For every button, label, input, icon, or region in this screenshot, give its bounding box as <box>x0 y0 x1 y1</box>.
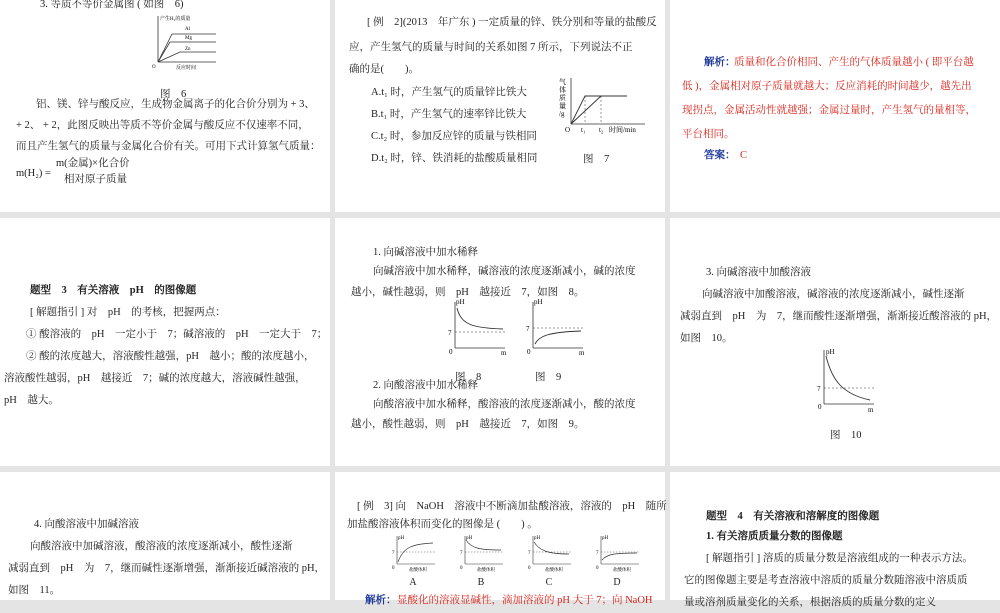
svg-text:盐酸体积: 盐酸体积 <box>613 567 631 572</box>
figure-caption: 图 10 <box>830 429 862 441</box>
slide-panel-6 <box>670 218 1000 466</box>
svg-text:0: 0 <box>528 566 531 571</box>
svg-text:t₁: t₁ <box>581 126 586 134</box>
body-line-1: [ 解题指引 ] 溶质的质量分数是溶液组成的一种表示方法。 <box>706 553 973 564</box>
section-heading: 3. 等质不等价金属图 ( 如图 6) <box>40 0 184 10</box>
svg-text:质: 质 <box>559 94 566 102</box>
svg-text:m: m <box>868 406 874 414</box>
body-line-2: 减弱直到 pH 为 7，继而碱性逐渐增强，渐渐接近碱溶液的 pH， <box>8 563 326 574</box>
svg-text:7: 7 <box>526 325 530 333</box>
svg-text:m: m <box>579 349 585 357</box>
analysis-line-1: 质量和化合价相同、产生的气体质量越小 ( 即平台越 <box>734 57 974 68</box>
svg-text:气: 气 <box>559 78 566 86</box>
body-line-2: + 2、 + 2，此图反映出等质不等价金属与酸反应不仅速率不同， <box>16 120 309 131</box>
subheading: 3. 向碱溶液中加酸溶液 <box>706 267 811 278</box>
example-line-2: 应，产生氢气的质量与时间的关系如图 7 所示，下列说法不正 <box>349 42 633 53</box>
body-line-4: 越小，酸性越弱，则 pH 越接近 7，如图 9。 <box>351 419 585 430</box>
svg-text:时间/min: 时间/min <box>609 126 636 134</box>
svg-text:pH: pH <box>456 298 465 306</box>
formula-left: m(H₂) = <box>16 168 51 179</box>
svg-text:pH: pH <box>534 298 543 306</box>
figure-8-caption: 图 8 <box>455 371 482 383</box>
figure-7 <box>557 76 647 138</box>
subheading: 1. 有关溶质质量分数的图像题 <box>706 531 843 542</box>
svg-text:0: 0 <box>527 348 531 356</box>
svg-text:pH: pH <box>602 536 609 541</box>
svg-text:量: 量 <box>559 102 566 110</box>
svg-text:7: 7 <box>392 551 395 556</box>
svg-text:7: 7 <box>460 551 463 556</box>
svg-text:盐酸体积: 盐酸体积 <box>477 567 495 572</box>
body-line-5: pH 越大。 <box>4 395 59 406</box>
svg-text:0: 0 <box>596 566 599 571</box>
svg-text:盐酸体积: 盐酸体积 <box>545 567 563 572</box>
svg-text:体: 体 <box>559 86 566 94</box>
example-line-1: [ 例 3] 向 NaOH 溶液中不断滴加盐酸溶液，溶液的 pH 随所 <box>357 501 667 512</box>
section-title: 题型 4 有关溶液和溶解度的图像题 <box>706 511 880 522</box>
slide-panel-8 <box>335 472 667 606</box>
fig6-ylabel: 产生H₂的质量 <box>160 17 191 22</box>
slide-panel-5 <box>335 218 665 466</box>
body-line-1: 铝、镁、锌与酸反应，生成物金属离子的化合价分别为 + 3、 <box>36 99 315 110</box>
svg-text:7: 7 <box>817 385 821 393</box>
fig6-zn: Zn <box>185 47 191 52</box>
body-line-3: 量或溶剂质量变化的关系，根据溶质的质量分数的定义 <box>684 597 936 608</box>
figure-9 <box>521 298 591 358</box>
slide-panel-7 <box>0 472 330 600</box>
fig6-xlabel: 反应时间 <box>176 66 197 71</box>
body-line-3: ② 酸的浓度越大，溶液酸性越强，pH 越小；酸的浓度越小， <box>26 351 315 362</box>
example-line-2: 加盐酸溶液体积而变化的图像是 ( ) 。 <box>347 519 538 530</box>
analysis-label: 解析： <box>704 57 736 68</box>
slide-panel-4 <box>0 218 330 466</box>
formula-denominator: 相对原子质量 <box>64 174 127 185</box>
body-line-3: 而且产生氢气的质量与金属化合价有关。可用下式计算氢气质量： <box>16 141 321 152</box>
figure-9-caption: 图 9 <box>535 371 562 383</box>
svg-text:7: 7 <box>448 329 452 337</box>
slide-panel-9 <box>670 472 1000 608</box>
body-line-3: 如图 11。 <box>8 585 61 596</box>
subheading: 4. 向酸溶液中加碱溶液 <box>34 519 139 530</box>
fig6-al: Al <box>185 27 190 32</box>
body-line-3: 向酸溶液中加水稀释，酸溶液的浓度逐渐减小，酸的浓度 <box>373 399 636 410</box>
fig6-mg: Mg <box>185 36 192 41</box>
example-line-1: [ 例 2](2013 年广东 ) 一定质量的锌、铁分别和等量的盐酸反 <box>367 17 657 28</box>
figure-10 <box>812 346 882 414</box>
svg-text:7: 7 <box>596 551 599 556</box>
option-charts <box>389 534 649 574</box>
body-line-2: 越小，碱性越弱，则 pH 越接近 7，如图 8。 <box>351 287 585 298</box>
analysis-partial: 显酸化的溶液显碱性，滴加溶液的 pH 大于 7；向 NaOH <box>397 595 653 606</box>
body-line-2: 它的图像题主要是考查溶液中溶质的质量分数随溶液中溶质质 <box>684 575 968 586</box>
option-d-chart[interactable] <box>593 534 641 574</box>
slide-panel-3 <box>670 0 1000 212</box>
svg-text:0: 0 <box>818 403 822 411</box>
option-b: B.t₁ 时，产生氢气的速率锌比铁大 <box>371 109 527 120</box>
example-line-3: 确的是( )。 <box>349 64 419 75</box>
svg-text:pH: pH <box>534 536 541 541</box>
svg-text:0: 0 <box>460 566 463 571</box>
figure-caption: 图 7 <box>583 153 610 165</box>
svg-text:盐酸体积: 盐酸体积 <box>409 567 427 572</box>
analysis-label: 解析： <box>365 595 397 606</box>
svg-text:pH: pH <box>826 348 835 356</box>
fig6-origin: O <box>152 65 156 70</box>
body-line-2: 减弱直到 pH 为 7，继而酸性逐渐增强，渐渐接近酸溶液的 pH， <box>680 311 998 322</box>
body-line-4: 溶液酸性越弱，pH 越接近 7；碱的浓度越大，溶液碱性越强， <box>4 373 306 384</box>
option-c: C.t₂ 时，参加反应锌的质量与铁相同 <box>371 131 537 142</box>
analysis-line-4: 平台相同。 <box>682 129 735 140</box>
slide-panel-2 <box>335 0 665 212</box>
formula-numerator: m(金属)×化合价 <box>56 158 130 169</box>
body-line-1: [ 解题指引 ] 对 pH 的考核，把握两点： <box>30 307 226 318</box>
subheading-2: 2. 向酸溶液中加水稀释 <box>373 380 478 391</box>
slide-panel-1 <box>0 0 330 212</box>
analysis-line-2: 低 )，金属相对原子质量就越大；反应消耗的时间越少，越先出 <box>682 81 972 92</box>
section-title: 题型 3 有关溶液 pH 的图像题 <box>30 285 197 296</box>
svg-text:m: m <box>501 349 507 357</box>
option-d-label[interactable]: D <box>613 577 621 588</box>
option-c-label[interactable]: C <box>545 577 553 588</box>
option-a: A.t₁ 时，产生氢气的质量锌比铁大 <box>371 87 527 98</box>
option-a-label[interactable]: A <box>409 577 417 588</box>
body-line-3: 如图 10。 <box>680 333 733 344</box>
svg-text:/g: /g <box>559 110 565 118</box>
svg-text:t₂: t₂ <box>599 126 604 134</box>
body-line-1: 向碱溶液中加水稀释，碱溶液的浓度逐渐减小，碱的浓度 <box>373 266 636 277</box>
body-line-1: 向酸溶液中加碱溶液，酸溶液的浓度逐渐减小，酸性逐渐 <box>30 541 293 552</box>
svg-text:pH: pH <box>466 536 473 541</box>
answer-value: C <box>740 150 748 161</box>
svg-text:O: O <box>565 126 571 134</box>
option-b-chart[interactable] <box>457 534 505 574</box>
analysis-line-3: 现拐点，金属活动性就越强；金属过量时，产生氢气的量相等， <box>682 105 976 116</box>
body-line-2: ① 酸溶液的 pH 一定小于 7；碱溶液的 pH 一定大于 7； <box>26 329 328 340</box>
figure-8 <box>443 298 513 358</box>
answer-label: 答案： <box>704 150 736 161</box>
svg-text:7: 7 <box>528 551 531 556</box>
svg-text:0: 0 <box>449 348 453 356</box>
option-b-label[interactable]: B <box>477 577 485 588</box>
subheading-1: 1. 向碱溶液中加水稀释 <box>373 247 478 258</box>
svg-text:0: 0 <box>392 566 395 571</box>
figure-6 <box>150 12 220 72</box>
figure-caption: 图 6 <box>160 88 187 100</box>
option-c-chart[interactable] <box>525 534 573 574</box>
option-a-chart[interactable] <box>389 534 437 574</box>
option-d: D.t₂ 时，锌、铁消耗的盐酸质量相同 <box>371 153 538 164</box>
body-line-1: 向碱溶液中加酸溶液，碱溶液的浓度逐渐减小，碱性逐渐 <box>702 289 965 300</box>
svg-text:pH: pH <box>398 536 405 541</box>
